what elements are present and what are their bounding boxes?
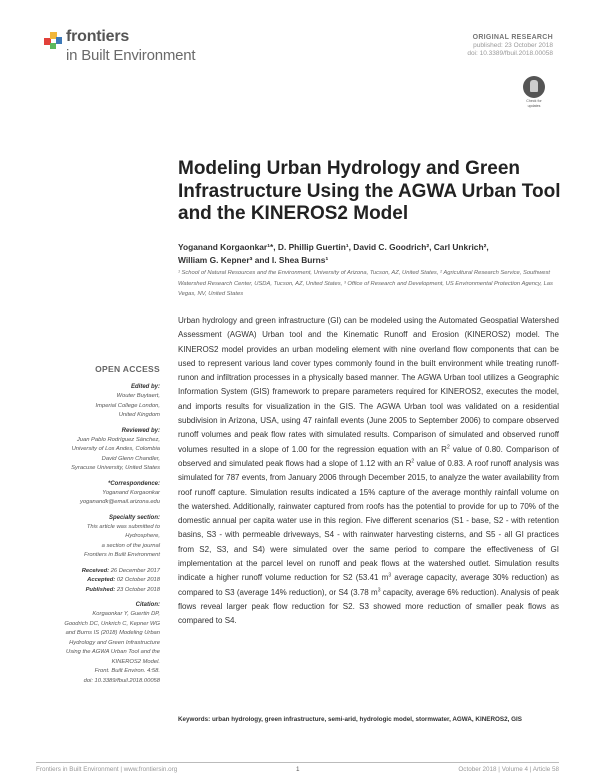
sidebar: [40, 364, 160, 686]
editor-line: Wouter Buytaert,: [116, 393, 160, 399]
specialty-line: Hydrosphere,: [125, 533, 160, 539]
citation-line: Using the AGWA Urban Tool and the: [66, 649, 160, 655]
badge-text-line1: Check for: [526, 99, 542, 103]
published-date-sidebar: [40, 586, 160, 596]
author-list: [178, 241, 558, 266]
bookmark-icon: [523, 76, 545, 98]
reviewer-line: David Glenn Chandler,: [101, 455, 160, 462]
correspondence-heading: *Correspondence:: [107, 480, 160, 487]
citation-heading: Citation:: [135, 602, 160, 608]
keywords: [178, 715, 559, 725]
author-line-2: William G. Kepner³ and I. Shea Burns¹: [178, 254, 329, 265]
correspondent-name: Yoganand Korgaonkar: [102, 489, 160, 496]
author-line-1: Yoganand Korgaonkar¹*, D. Phillip Guertin¹, David C. Goodrich², Carl Unkrich²,: [178, 242, 489, 252]
reviewer-line: Syracuse University, United States: [71, 465, 160, 471]
check-for-updates-badge[interactable]: [522, 76, 546, 108]
badge-text-line2: updates: [527, 104, 541, 108]
reviewer-line: University of Los Andes, Colombia: [71, 446, 160, 452]
abstract-sup-4: 3: [377, 586, 381, 593]
abstract-part-2: value of 0.80. Comparison of observed and simulated peak flows had a slope of 1.12 with an R: [178, 444, 559, 468]
footer-divider: [36, 762, 559, 763]
footer-journal[interactable]: Frontiers in Built Environment | www.frontiersin.org: [36, 766, 178, 773]
published-label: Published:: [85, 586, 116, 593]
keywords-text: urban hydrology, green infrastructure, semi-arid, hydrologic model, stormwater, AGWA, KINEROS2, GIS: [210, 716, 522, 723]
received-value: 26 December 2017: [109, 567, 160, 574]
brand-name: frontiers: [66, 28, 130, 45]
reviewed-by-heading: Reviewed by:: [121, 427, 160, 434]
affiliations: ¹ School of Natural Resources and the Environment, University of Arizona, Tucson, AZ, United States, ² Agricultural Research Service, Southwest Watershed Research Center, USDA, Tucson, AZ, United States, ³ Office of Research and Development, US Environmental Protection Agency, Las Vegas, NV, United States: [178, 270, 553, 298]
frontiers-logo[interactable]: [42, 27, 222, 67]
journal-name: in Built Environment: [66, 47, 196, 64]
article-type: ORIGINAL RESEARCH: [472, 34, 553, 41]
footer-issue: October 2018 | Volume 4 | Article 58: [458, 766, 559, 773]
citation-line: KINEROS2 Model.: [111, 658, 160, 665]
abstract-part-5: capacity, average 6% reduction). Analysis of peak flows reveal larger peak flow reduction for S2. S3 showed more reduction of smaller peak flows as compared to S4.: [178, 587, 560, 626]
accepted-value: 02 October 2018: [115, 577, 160, 583]
keywords-label: Keywords:: [178, 716, 211, 723]
abstract: [178, 314, 559, 629]
abstract-sup-3: 3: [388, 572, 392, 579]
citation-line: Goodrich DC, Unkrich C, Kepner WG: [64, 620, 160, 627]
frontiers-logo-icon: [42, 29, 66, 53]
reviewer-line: Juan Pablo Rodríguez Sánchez,: [76, 436, 160, 443]
editor-line: Imperial College London,: [95, 402, 160, 409]
accepted-date: [40, 576, 160, 586]
article-meta: [467, 34, 553, 57]
accepted-label: Accepted:: [87, 577, 116, 583]
specialty-heading: Specialty section:: [108, 514, 160, 521]
citation-line: Korgaonkar Y, Guertin DP,: [92, 611, 160, 617]
citation-line: and Burns IS (2018) Modeling Urban: [65, 630, 160, 636]
edited-by-heading: Edited by:: [130, 384, 160, 390]
article-title: Modeling Urban Hydrology and Green Infrastructure Using the AGWA Urban Tool and the KINEROS2 Model: [178, 158, 561, 224]
open-access-label: OPEN ACCESS: [95, 364, 160, 374]
page-number: 1: [296, 766, 300, 773]
editor-line: United Kingdom: [118, 412, 160, 418]
doi-link[interactable]: doi: 10.3389/fbuil.2018.00058: [467, 50, 553, 57]
citation-doi[interactable]: doi: 10.3389/fbuil.2018.00058: [83, 677, 160, 684]
abstract-part-1: Urban hydrology and green infrastructure (GI) can be modeled using the Automated Geospatial Watershed Assessment (AGWA) Urban tool and the Kinematic Runoff and Erosion (KINEROS2) model. The KINEROS2 model provides an urban modeling element with nine overland flow components that can be used to represent various land cover types commonly found in the built environment while treating runoff-runon and infiltration processes in a physically based manner. The AGWA Urban tool utilizes a Geographic Information System (GIS) framework to prepare parameters required for KINEROS2, executes the model, and imports results for visualization in the GIS. The AGWA Urban tool was validated on a residential subdivision in Arizona, USA, using 47 rainfall events (June 2005 to September 2006) to compare observed runoff volumes and peak flow rates with simulated results. Comparison of simulated and observed runoff volumes resulted in a slope of 1.00 for the regression equation with an R: [178, 316, 559, 454]
published-value: 23 October 2018: [115, 586, 160, 593]
correspondent-email[interactable]: yoganandk@email.arizona.edu: [79, 499, 160, 505]
specialty-line: Frontiers in Built Environment: [83, 552, 160, 558]
received-label: Received:: [81, 567, 110, 574]
citation-line: Front. Built Environ. 4:58.: [94, 668, 160, 674]
specialty-line: a section of the journal: [101, 542, 160, 549]
specialty-line: This article was submitted to: [86, 523, 160, 530]
abstract-sup-2: 2: [411, 458, 415, 465]
abstract-part-3: value of 0.83. A roof runoff analysis was simulated for 787 events, from January 2006 through December 2015, to analyze the water availability from roof runoff capture. Simulation results indicated a 15% capture of the average monthly rainfall volume on the watershed. Additionally, rainwater captured from roofs has the potential to provide for up to 70% of the domestic annual per capita water use in this region. Five different scenarios (S1 - base, S2 - with retention basins, S3 - with permeable driveways, S4 - with rainwater harvesting cisterns, and S5 - all GI practices from S2, S3, and S4) were simulated over the same period to compare the effectiveness of GI implementation at the parcel level on runoff and peak flows at the watershed outlet. Simulation results indicate a higher runoff volume reduction for S2 (53.41 m: [178, 458, 559, 583]
abstract-part-4: average capacity, average 30% reduction) as compared to S3 (average 14% reduction), or S4 (3.78 m: [178, 573, 559, 597]
abstract-sup-1: 2: [446, 444, 450, 451]
received-date: [40, 567, 160, 577]
citation-line: Hydrology and Green Infrastructure: [69, 639, 160, 646]
published-date: published: 23 October 2018: [473, 42, 553, 49]
